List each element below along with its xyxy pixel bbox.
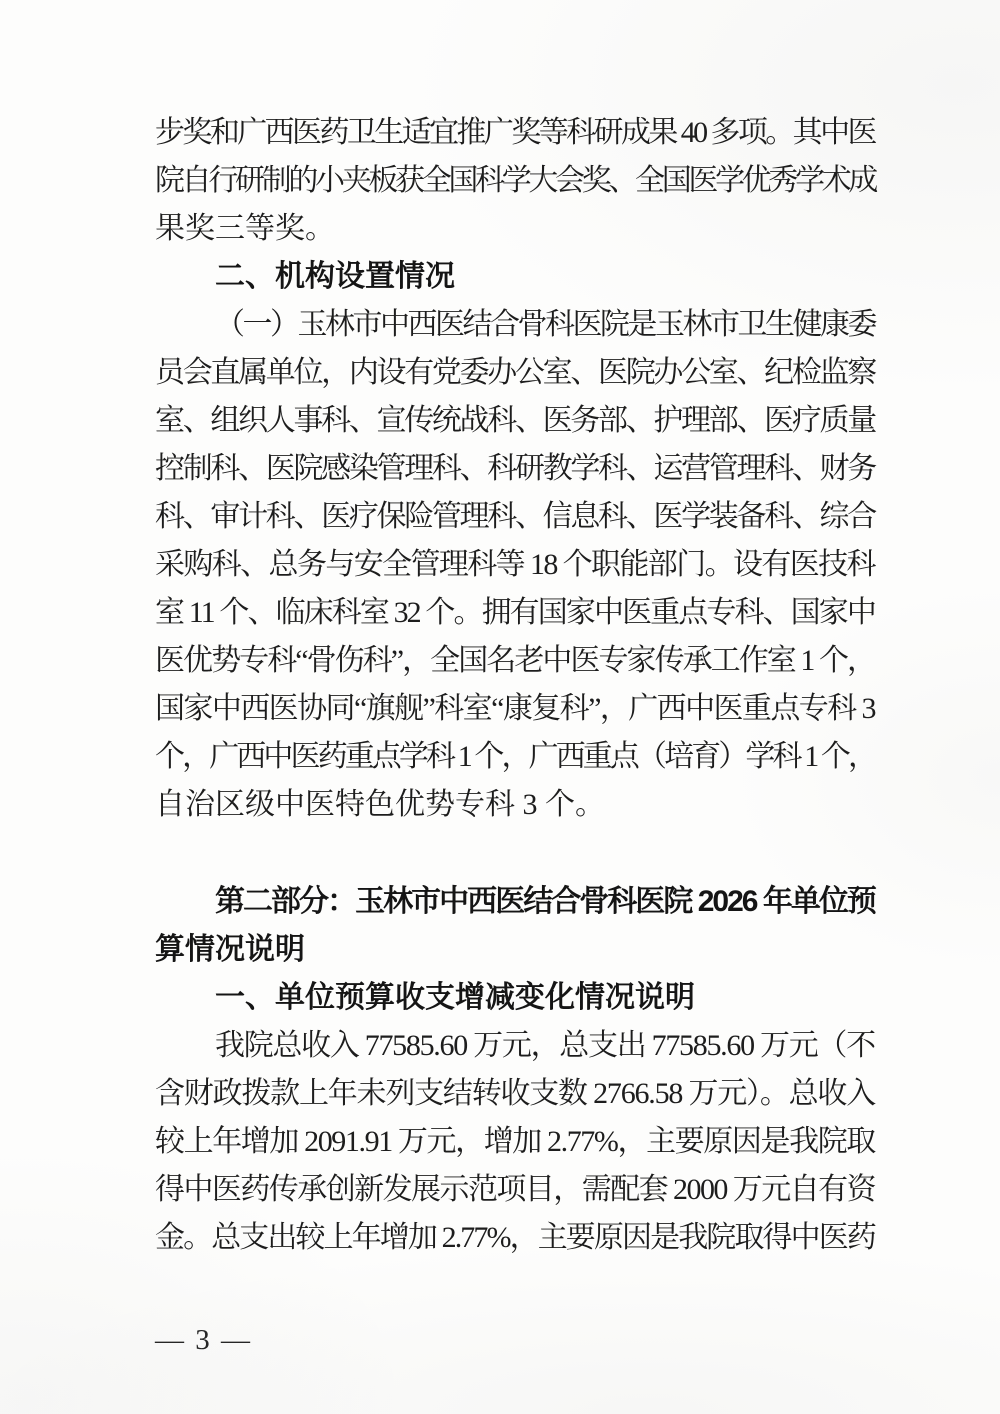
heading-line bbox=[155, 253, 875, 301]
document-lines bbox=[155, 109, 875, 1262]
text-line bbox=[155, 445, 875, 493]
line-text: 国家中西医协同“旗舰”科室“康复科”，广西中医重点专科 3 bbox=[155, 692, 875, 725]
text-line bbox=[155, 109, 875, 157]
text-line bbox=[155, 301, 875, 349]
text-line bbox=[155, 349, 875, 397]
line-text: 室、组织人事科、宣传统战科、医务部、护理部、医疗质量 bbox=[155, 404, 875, 437]
line-text: 院自行研制的小夹板获全国科学大会奖、全国医学优秀学术成 bbox=[155, 164, 876, 197]
line-text: 控制科、医院感染管理科、科研教学科、运营管理科、财务 bbox=[155, 452, 875, 485]
line-text: 科、审计科、医疗保险管理科、信息科、医学装备科、综合 bbox=[155, 500, 875, 533]
line-text: 员会直属单位，内设有党委办公室、医院办公室、纪检监察 bbox=[155, 356, 875, 389]
line-text: 步奖和广西医药卫生适宜推广奖等科研成果 40 多项。其中医 bbox=[155, 116, 875, 149]
text-line bbox=[155, 157, 875, 205]
line-text: 得中医药传承创新发展示范项目，需配套 2000 万元自有资 bbox=[155, 1173, 876, 1206]
line-text: 一、单位预算收支增减变化情况说明 bbox=[215, 981, 695, 1014]
text-line bbox=[155, 781, 875, 829]
text-line bbox=[155, 397, 875, 445]
line-text: 个，广西中医药重点学科 1 个，广西重点（培育）学科 1 个， bbox=[155, 740, 876, 773]
heading-line bbox=[155, 974, 875, 1022]
text-line bbox=[155, 1214, 875, 1262]
text-line bbox=[155, 685, 875, 733]
text-line bbox=[155, 1166, 875, 1214]
line-text: 算情况说明 bbox=[155, 933, 305, 966]
text-line bbox=[155, 205, 875, 253]
line-text: （一）玉林市中西医结合骨科医院是玉林市卫生健康委 bbox=[215, 308, 875, 341]
text-line bbox=[155, 1070, 875, 1118]
line-text: 较上年增加 2091.91 万元，增加 2.77%，主要原因是我院取 bbox=[155, 1125, 875, 1158]
line-text: 自治区级中医特色优势专科 3 个。 bbox=[155, 788, 605, 821]
heading-line bbox=[155, 926, 875, 974]
line-text: 室 11 个、临床科室 32 个。拥有国家中医重点专科、国家中 bbox=[155, 596, 875, 629]
line-text: 我院总收入 77585.60 万元，总支出 77585.60 万元（不 bbox=[215, 1029, 875, 1062]
text-line bbox=[155, 589, 875, 637]
text-line bbox=[155, 1118, 875, 1166]
text-line bbox=[155, 541, 875, 589]
line-text: 二、机构设置情况 bbox=[215, 260, 455, 293]
line-text: 含财政拨款上年未列支结转收支数 2766.58 万元）。总收入 bbox=[155, 1077, 875, 1110]
text-line bbox=[155, 493, 875, 541]
line-text: 金。总支出较上年增加 2.77%，主要原因是我院取得中医药 bbox=[155, 1221, 875, 1254]
line-text: 果奖三等奖。 bbox=[155, 212, 335, 245]
heading-line bbox=[155, 878, 875, 926]
line-text: 第二部分：玉林市中西医结合骨科医院 2026 年单位预 bbox=[215, 885, 875, 918]
line-text: 采购科、总务与安全管理科等 18 个职能部门。设有医技科 bbox=[155, 548, 875, 581]
text-line bbox=[155, 637, 875, 685]
text-line bbox=[155, 733, 875, 781]
line-text: 医优势专科“骨伤科”，全国名老中医专家传承工作室 1 个， bbox=[155, 644, 876, 677]
text-line bbox=[155, 1022, 875, 1070]
page-number: — 3 — bbox=[155, 1324, 252, 1356]
